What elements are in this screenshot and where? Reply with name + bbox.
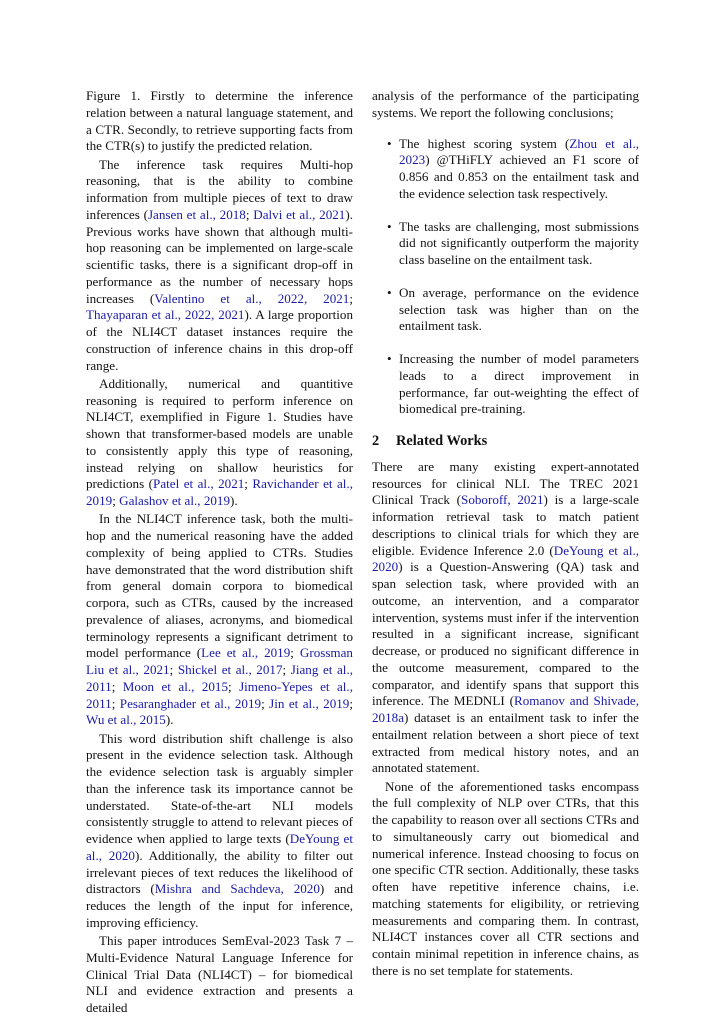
body-text: ; (169, 662, 178, 677)
section-title: Related Works (396, 433, 488, 449)
section-heading (372, 433, 639, 450)
body-text: Additionally, numerical and quantitive reasoning is required to perform inference on NLI4CT, exemplified in Figure 1. Studies have shown that transformer-based models are unable to consistently apply this type of reasoning, instead relying on shallow heuristics for predictions ( (86, 375, 353, 492)
citation-link[interactable]: Jiang et al., 2011 (86, 662, 353, 694)
body-text: analysis of the performance of the participating systems. We report the following conclusions; (372, 88, 639, 120)
body-text: ). (230, 493, 238, 508)
related-works-body (372, 459, 639, 980)
paragraph (372, 779, 639, 980)
conclusions-list (372, 136, 639, 419)
body-text: ) @THiFLY achieved an F1 score of 0.856 and 0.853 on the entailment task and the evidence selection task respectively. (399, 152, 639, 201)
conclusion-bullet (399, 219, 639, 269)
body-text: ; (245, 206, 254, 222)
citation-link[interactable]: Romanov and Shivade, 2018a (372, 693, 640, 725)
body-text: ). (165, 712, 174, 728)
body-text: ; (290, 645, 300, 661)
paragraph (86, 511, 353, 729)
citation-link[interactable]: Mishra and Sachdeva, 2020 (154, 881, 320, 897)
paragraph (372, 459, 639, 777)
citation-link[interactable]: Galashov et al., 2019 (119, 493, 231, 508)
body-text: The tasks are challenging, most submissions did not significantly outperform the majority class baseline on the entailment task. (399, 218, 639, 267)
citation-link[interactable]: Jansen et al., 2018 (147, 206, 246, 222)
body-text: ). Previous works have shown that although multi-hop reasoning can be implemented on large-scale scientific tasks, there is a significant drop-off in performance as the number of necessary hops increases ( (86, 206, 353, 306)
body-text: ) is a Question-Answering (QA) task and span selection task, where provided with an outcome, an intervention, and a comparator intervention, systems must infer if the intervention resulted in a significant increase, significant decrease, or produced no significant difference in the outcome measurement, compared to the comparator, and identify spans that support this inference. The MEDNLI ( (372, 559, 639, 709)
citation-link[interactable]: Shickel et al., 2017 (177, 662, 283, 677)
body-text: Increasing the number of model parameters leads to a direct improvement in performance, far out-weighting the effect of biomedical pre-training. (399, 351, 639, 417)
citation-link[interactable]: Pesaranghader et al., 2019 (119, 695, 262, 711)
body-text: This word distribution shift challenge is also present in the evidence selection task. Although the evidence selection task is arguably simpler than the inference task its importance cannot be understated. State-of-the-art NLI models consistently struggle to attend to relevant pieces of evidence when applied to large texts ( (86, 730, 353, 846)
body-text: ; (282, 662, 291, 677)
body-text: None of the aforementioned tasks encompass the full complexity of NLP over CTRs, that this the capability to reason over all sections CTRs and to simultaneously carry out biomedical and numerical inference. Instead choosing to focus on one specific CTR section. Additionally, these tasks often have repetitive inference chains, i.e. matching statements for eligibility, or retrieving measurements and comparing them. In contrast, NLI4CT instances cover all CTR sections and contain minimal repetition in inference chains, as there is no set template for statements. (372, 778, 639, 978)
body-text: ; (261, 695, 270, 711)
right-column (372, 88, 639, 981)
paragraph (86, 933, 353, 1017)
paragraph (86, 88, 353, 155)
citation-link[interactable]: Ravichander et al., 2019 (86, 476, 353, 508)
citation-link[interactable]: Soboroff, 2021 (461, 492, 544, 508)
body-text: In the NLI4CT inference task, both the multi-hop and the numerical reasoning have the added complexity of being applied to CTRs. Studies have demonstrated that the word distribution shift from general domain corpora to biomedical corpora, such as CTRs, caused by the increased prevalence of aliases, acronyms, and biomedical terminology represents a significant detriment to model performance ( (86, 511, 353, 661)
body-text: ; (349, 290, 353, 306)
citation-link[interactable]: Wu et al., 2015 (86, 712, 166, 728)
body-text: ; (228, 678, 240, 694)
citation-link[interactable]: Jimeno-Yepes et al., 2011 (86, 678, 353, 711)
body-text: ) is a large-scale information retrieval task to match patient descriptions to clinical trials for which they are eligible. Evidence Inference 2.0 ( (372, 492, 639, 558)
body-text: This paper introduces SemEval-2023 Task 7 – Multi-Evidence Natural Language Inference for Clinical Trial Data (NLI4CT) – for biomedical NLI and evidence extraction and presents a detailed (86, 933, 353, 1015)
citation-link[interactable]: Jin et al., 2019 (269, 695, 350, 711)
citation-link[interactable]: DeYoung et al., 2020 (372, 542, 640, 575)
body-text: The highest scoring system ( (399, 135, 570, 151)
paragraph (86, 157, 353, 375)
citation-link[interactable]: Zhou et al., 2023 (399, 135, 639, 168)
body-text: Figure 1. Firstly to determine the inference relation between a natural language statement, and a CTR. Secondly, to retrieve supporting facts from the CTR(s) to justify the predicted relation. (86, 88, 353, 154)
conclusion-bullet (399, 285, 639, 335)
body-text: The inference task requires Multi-hop reasoning, that is the ability to combine information from multiple pieces of text to draw inferences ( (86, 156, 353, 222)
citation-link[interactable]: Patel et al., 2021 (153, 476, 245, 492)
body-text: ) and reduces the length of the input for inference, improving efficiency. (86, 881, 353, 930)
citation-link[interactable]: Lee et al., 2019 (201, 645, 291, 661)
paragraph (86, 731, 353, 932)
conclusion-bullet (399, 351, 639, 418)
body-text: ). Additionally, the ability to filter out irrelevant pieces of text reduces the likelihood of distractors ( (86, 847, 353, 897)
body-text: There are many existing expert-annotated resources for clinical NLI. The TREC 2021 Clinical Track ( (372, 458, 639, 508)
conclusion-bullet (399, 136, 639, 203)
section-number: 2 (372, 433, 380, 449)
citation-link[interactable]: Thayaparan et al., 2022, 2021 (86, 307, 245, 323)
body-text: ; (111, 678, 123, 694)
citation-link[interactable]: Valentino et al., 2022, 2021 (154, 290, 350, 306)
body-text: ; (112, 493, 120, 508)
citation-link[interactable]: Dalvi et al., 2021 (253, 206, 346, 222)
citation-link[interactable]: Grossman Liu et al., 2021 (86, 645, 353, 677)
body-text: ) dataset is an entailment task to infer the entailment relation between a short piece of text extracted from medical history notes, and an annotated statement. (372, 710, 639, 776)
body-text: ). A large proportion of the NLI4CT dataset instances require the construction of inference chains in this drop-off range. (86, 307, 353, 373)
paragraph (86, 376, 353, 510)
body-text: ; (349, 695, 353, 711)
left-column (86, 88, 353, 1018)
intro-paragraph (372, 88, 639, 122)
body-text: ; (111, 695, 120, 711)
citation-link[interactable]: DeYoung et al., 2020 (86, 831, 354, 863)
body-text: On average, performance on the evidence selection task was higher than on the entailment task. (399, 284, 639, 334)
citation-link[interactable]: Moon et al., 2015 (122, 678, 228, 694)
body-text: ; (244, 476, 253, 492)
